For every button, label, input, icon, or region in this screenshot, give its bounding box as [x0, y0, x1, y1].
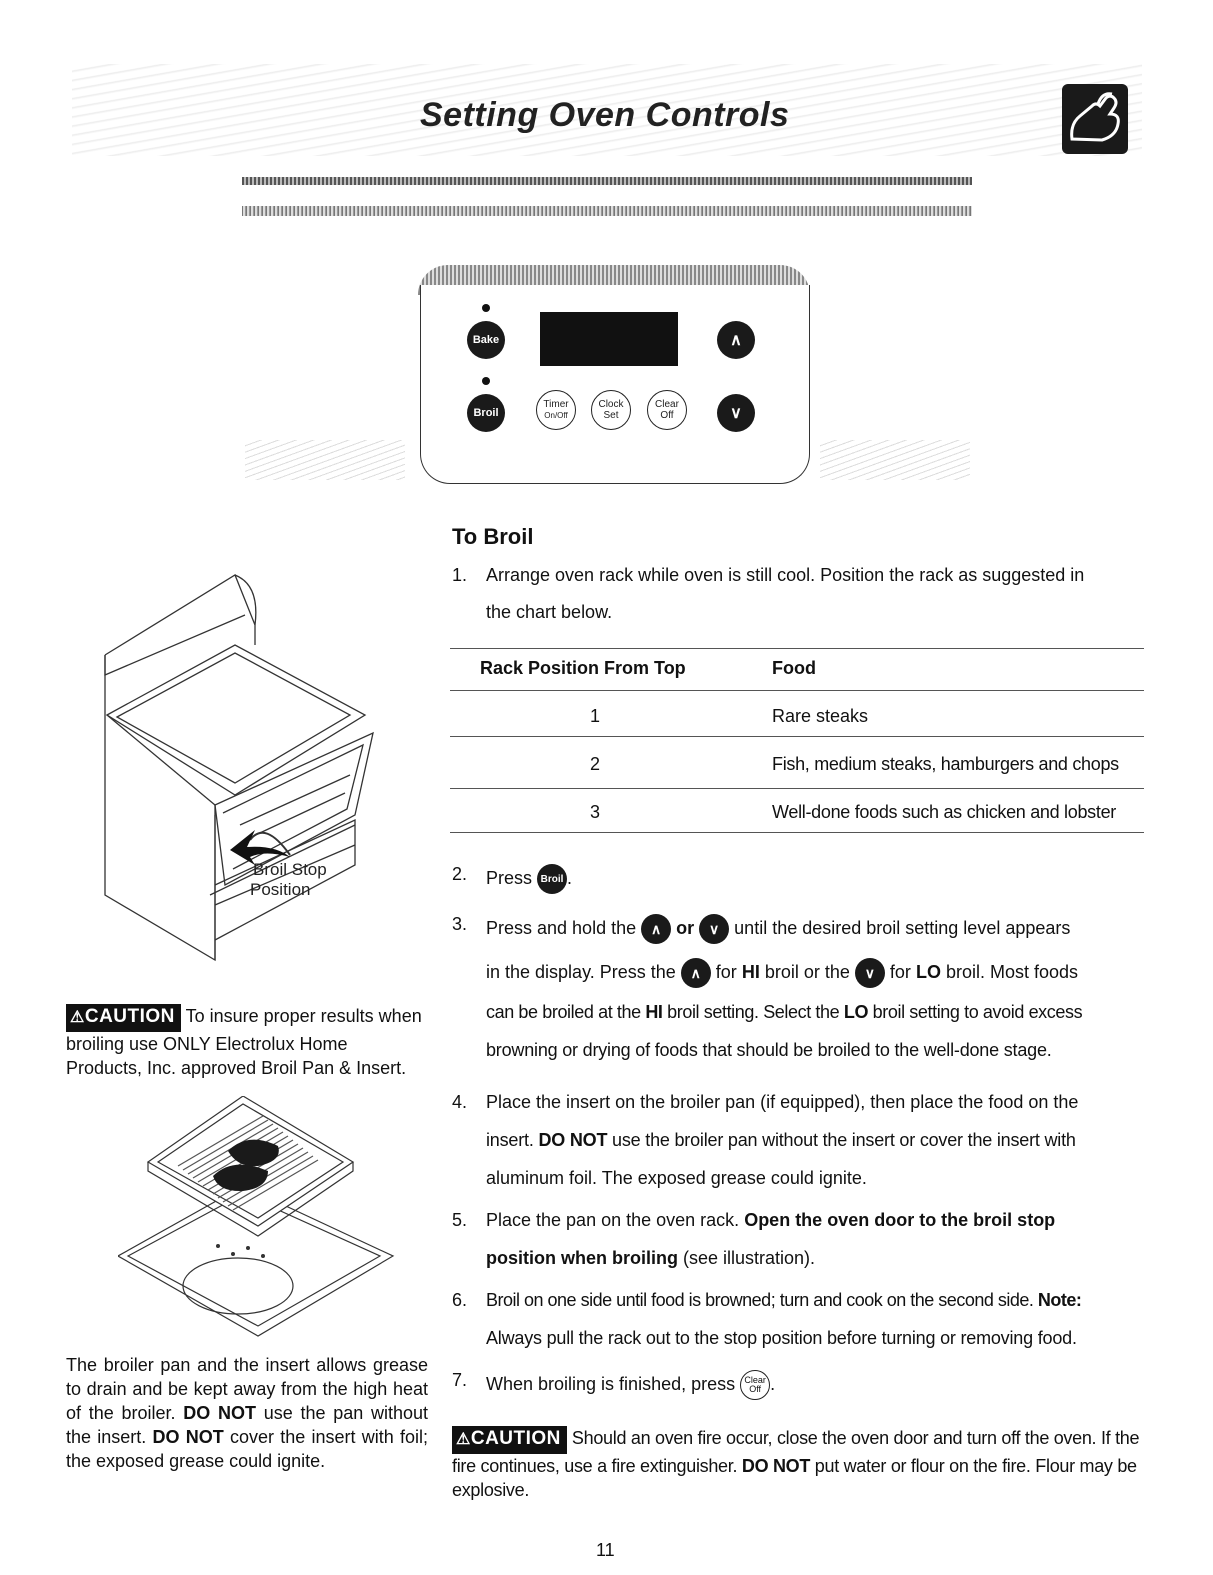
table-cell-food: Fish, medium steaks, hamburgers and chops	[772, 754, 1119, 774]
caution-badge: ⚠CAUTION	[452, 1426, 567, 1454]
left-caution-note	[66, 1004, 426, 1080]
table-cell-food: Well-done foods such as chicken and lobster	[772, 802, 1116, 822]
hand-pointing-icon	[1062, 84, 1128, 154]
up-arrow-button[interactable]: ∧	[717, 321, 755, 359]
table-cell-rack: 3	[590, 802, 601, 822]
down-arrow-icon: ∨	[855, 958, 885, 988]
broil-indicator-light	[482, 377, 490, 385]
up-arrow-icon: ∧	[681, 958, 711, 988]
page-title: Setting Oven Controls	[420, 96, 790, 134]
oven-broil-stop-illustration	[95, 565, 395, 965]
broil-button[interactable]: Broil	[467, 394, 505, 432]
caution-badge: ⚠CAUTION	[66, 1004, 181, 1032]
section-title: To Broil	[452, 524, 534, 549]
left-caution-text: To insure proper results when broiling use ONLY Electrolux Home Products, Inc. approved Broil Pan & Insert.	[66, 1006, 422, 1078]
broiler-pan-paragraph: The broiler pan and the insert allows grease to drain and be kept away from the high heat of the broiler. DO NOT use the pan without the insert. DO NOT cover the insert with foil; the exposed grease could ignite.	[66, 1355, 428, 1471]
warning-triangle-icon: ⚠	[70, 1009, 85, 1026]
table-cell-rack: 2	[590, 754, 601, 774]
down-arrow-button[interactable]: ∨	[717, 394, 755, 432]
clock-button[interactable]: Clock Set	[591, 390, 631, 430]
table-cell-food: Rare steaks	[772, 706, 869, 726]
up-arrow-icon: ∧	[641, 914, 671, 944]
warning-triangle-icon: ⚠	[456, 1431, 471, 1448]
bake-button[interactable]: Bake	[467, 321, 505, 359]
oven-display	[540, 312, 678, 366]
page-number: 11	[596, 1540, 615, 1560]
broil-button-icon: Broil	[537, 864, 567, 894]
table-cell-rack: 1	[590, 706, 601, 726]
broil-pan-insert-illustration	[118, 1096, 398, 1338]
clear-off-button[interactable]: Clear Off	[647, 390, 687, 430]
position-label: Position	[250, 880, 311, 899]
table-header-rack: Rack Position From Top	[480, 658, 686, 678]
bake-indicator-light	[482, 304, 490, 312]
clear-off-icon: Clear Off	[740, 1370, 770, 1400]
header-rule	[242, 177, 972, 185]
down-arrow-icon: ∨	[699, 914, 729, 944]
range-top-right	[820, 440, 970, 480]
header-rule-dotted	[242, 206, 972, 216]
bottom-caution-note: ⚠CAUTION Should an oven fire occur, close the oven door and turn off the oven. If the fire continues, use a fire extinguisher. DO NOT put water or flour on the fire. Flour may be explosive.	[452, 1428, 1140, 1500]
broil-stop-label: Broil Stop	[253, 860, 327, 879]
table-header-food: Food	[772, 658, 816, 678]
timer-button[interactable]: Timer On/Off	[536, 390, 576, 430]
range-top-left	[245, 440, 405, 480]
